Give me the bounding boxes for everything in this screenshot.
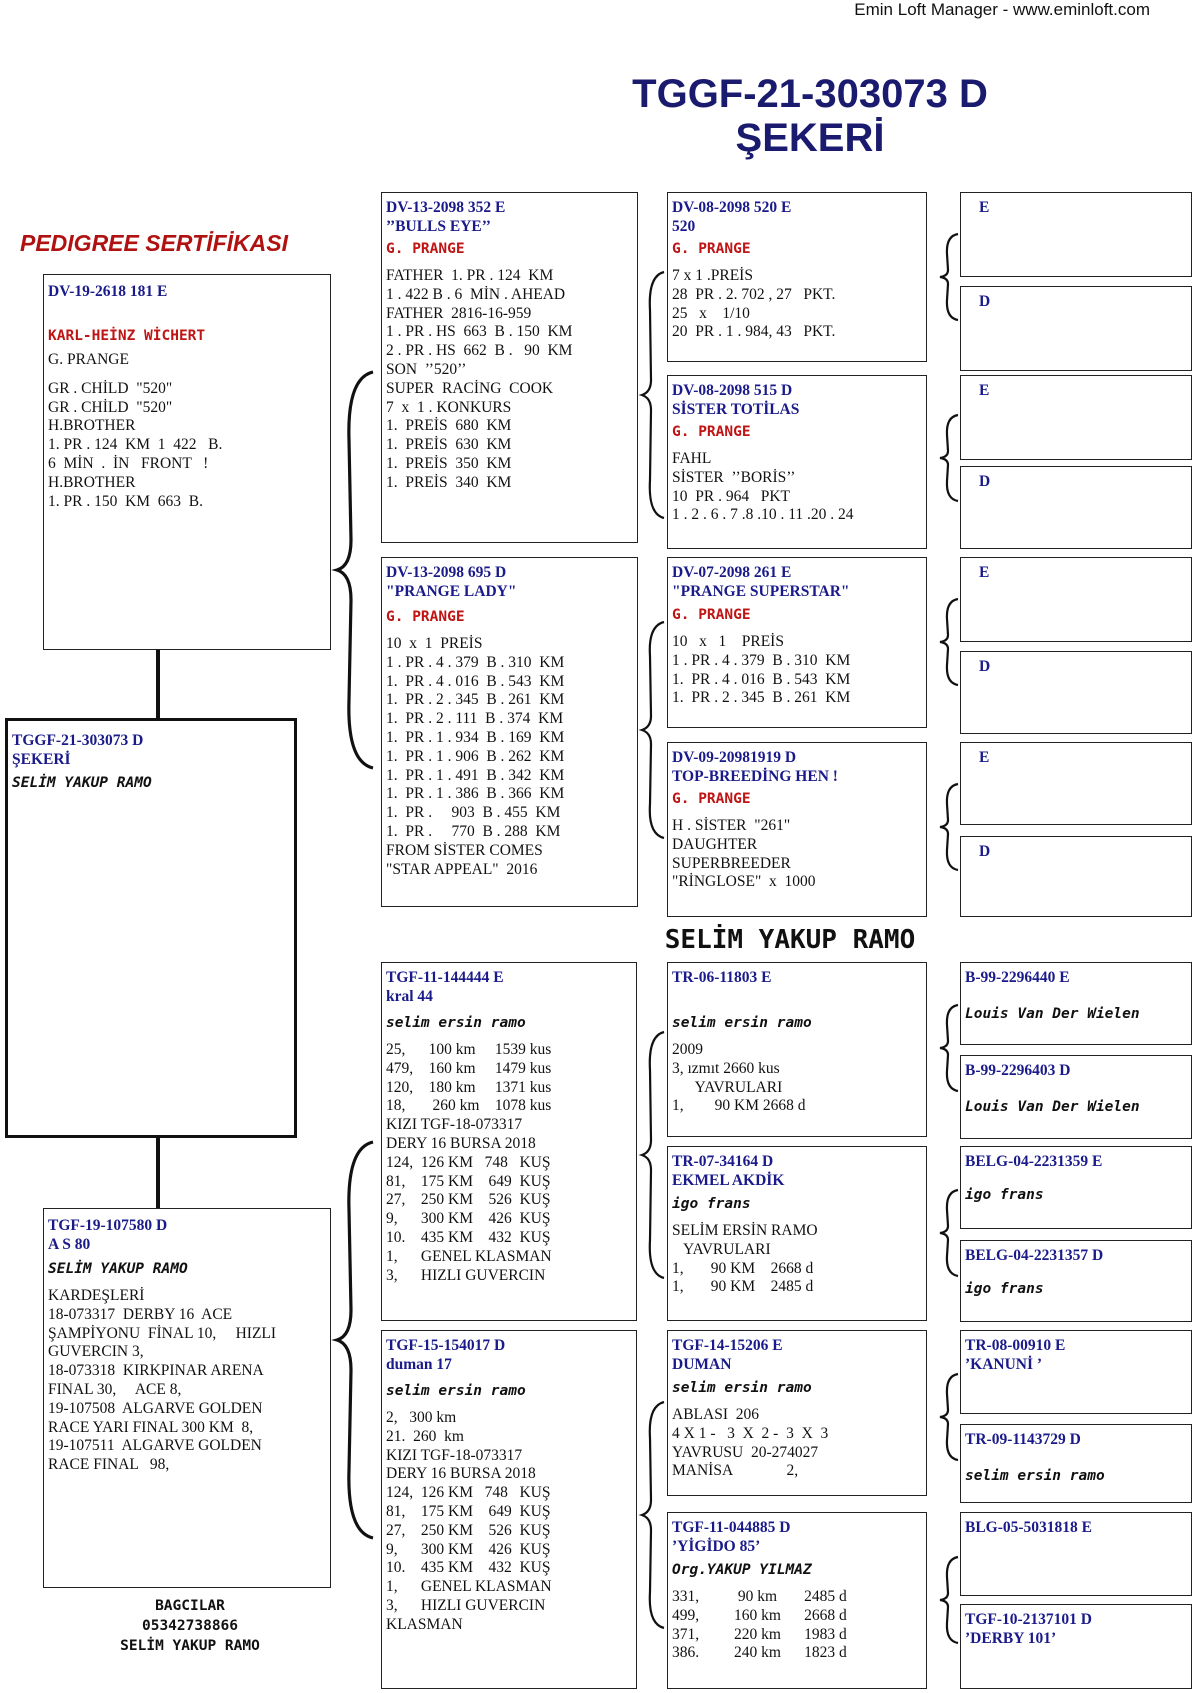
g4-card-15: BLG-05-5031818 E (960, 1512, 1192, 1596)
sds-name: "PRANGE SUPERSTAR" (672, 583, 850, 600)
g4-card-4: D (960, 466, 1192, 549)
footer-line2: 05342738866 (141, 1618, 239, 1634)
g4-card-14: TR-09-1143729 D selim ersin ramo (960, 1424, 1192, 1503)
site-header: Emin Loft Manager - www.eminloft.com (854, 0, 1150, 19)
g4-card-2: D (960, 286, 1192, 371)
dss-notes: 2009 3, ızmıt 2660 kus YAVRULARI 1, 90 KM 2668 d (672, 1041, 806, 1115)
g4-card-7: E (960, 742, 1192, 825)
sds-notes: 10 x 1 PREİS 1 . PR . 4 . 379 B . 310 KM 1. PR . 4 . 016 B . 543 KM 1. PR . 2 . 345 B . 261 KM (672, 633, 851, 707)
ssd-name: SİSTER TOTİLAS (672, 401, 800, 418)
connector-sire (156, 650, 160, 720)
dsd-name: EKMEL AKDİK (672, 1172, 785, 1189)
dd-notes: 2, 300 km 21. 260 km KIZI TGF-18-073317 DERY 16 BURSA 2018 124, 126 KM 748 KUŞ 81, 175 KM 649 KUŞ 27, 250 KM 526 KUŞ 9, 300 KM 426 KUŞ 10. 435 KM 432 KUŞ 1, GENEL KLASMAN 3, HIZLI GUVERCIN KLASMAN (386, 1409, 552, 1633)
connector-dam (156, 1138, 160, 1210)
brace-dds (938, 1372, 960, 1462)
sds-owner: G. PRANGE (672, 607, 751, 623)
sdd-notes: H . SİSTER "261" DAUGHTER SUPERBREEDER "RİNGLOSE" x 1000 (672, 817, 816, 891)
subject-ring: TGGF-21-303073 D (12, 732, 144, 749)
ss-card (381, 192, 638, 543)
sire-notes: GR . CHİLD "520" GR . CHİLD "520" H.BROTHER 1. PR . 124 KM 1 422 B. 6 MİN . İN FRONT ! H.BROTHER 1. PR . 150 KM 663 B. (48, 379, 223, 510)
g4-card-16: TGF-10-2137101 D ’DERBY 101’ (960, 1604, 1192, 1689)
subject-owner: SELİM YAKUP RAMO (12, 775, 152, 791)
brace-sds (938, 597, 960, 687)
page-title-ring: TGGF-21-303073 D (632, 72, 988, 116)
dd-name: duman 17 (386, 1356, 452, 1373)
ssd-notes: FAHL SİSTER ’’BORİS’’ 10 PR . 964 PKT 1 . 2 . 6 . 7 .8 .10 . 11 .20 . 24 (672, 450, 854, 524)
dsd-notes: SELİM ERSİN RAMO YAVRULARI 1, 90 KM 2668 d 1, 90 KM 2485 d (672, 1222, 818, 1296)
g4-card-6: D (960, 651, 1192, 734)
g4-card-11: BELG-04-2231359 E igo frans (960, 1146, 1192, 1229)
brace-sdd (938, 782, 960, 872)
brace-dsd (938, 1188, 960, 1278)
sire-card (43, 274, 331, 650)
sss-card (667, 192, 927, 362)
g4-card-9: B-99-2296440 E Louis Van Der Wielen (960, 962, 1192, 1045)
sss-ring: DV-08-2098 520 E (672, 199, 792, 216)
page-title-name: ŞEKERİ (735, 116, 885, 160)
dd-card (381, 1330, 637, 1689)
brace-dd (640, 1400, 666, 1630)
brace-sss (938, 232, 960, 322)
sd-ring: DV-13-2098 695 D (386, 564, 507, 581)
ss-name: ’’BULLS EYE’’ (386, 218, 491, 235)
ds-notes: 25, 100 km 1539 kus 479, 160 km 1479 kus 120, 180 km 1371 kus 18, 260 km 1078 kus KIZI TGF-18-073317 DERY 16 BURSA 2018 124, 126 KM 748 KUŞ 81, 175 KM 649 KUŞ 27, 250 KM 526 KUŞ 9, 300 KM 426 KUŞ 10. 435 KM 432 KUŞ 1, GENEL KLASMAN 3, HIZLI GUVERCIN (386, 1041, 552, 1284)
sire-ring: DV-19-2618 181 E (48, 283, 168, 300)
brace-dam (335, 1140, 375, 1540)
sdd-owner: G. PRANGE (672, 791, 751, 807)
footer-line1: BAGCILAR (155, 1598, 225, 1614)
certificate-title: PEDIGREE SERTİFİKASI (20, 230, 288, 256)
sd-name: "PRANGE LADY" (386, 583, 517, 600)
ds-owner: selim ersin ramo (386, 1015, 526, 1031)
footer-line3: SELİM YAKUP RAMO (120, 1638, 260, 1654)
sds-card (667, 557, 927, 728)
ssd-owner: G. PRANGE (672, 424, 751, 440)
sss-name: 520 (672, 218, 696, 235)
ss-notes: FATHER 1. PR . 124 KM 1 . 422 B . 6 MİN . AHEAD FATHER 2816-16-959 1 . PR . HS 663 B . 150 KM 2 . PR . HS 662 B . 90 KM SON ’’520’’ SUPER RACİNG COOK 7 x 1 . KONKURS 1. PREİS 680 KM 1. PREİS 630 KM 1. PREİS 350 KM 1. PREİS 340 KM (386, 267, 573, 491)
sd-notes: 10 x 1 PREİS 1 . PR . 4 . 379 B . 310 KM 1. PR . 4 . 016 B . 543 KM 1. PR . 2 . 345 B . 261 KM 1. PR . 2 . 111 B . 374 KM 1. PR . 1 . 934 B . 169 KM 1. PR . 1 . 906 B . 262 KM 1. PR . 1 . 491 B . 342 KM 1. PR . 1 . 386 B . 366 KM 1. PR . 903 B . 455 KM 1. PR . 770 B . 288 KM FROM SİSTER COMES "STAR APPEAL" 2016 (386, 635, 565, 878)
sd-owner: G. PRANGE (386, 609, 465, 625)
ddd-card (667, 1512, 927, 1689)
g4-card-12: BELG-04-2231357 D igo frans (960, 1240, 1192, 1322)
dsd-card (667, 1146, 927, 1321)
dam-notes: KARDEŞLERİ 18-073317 DERBY 16 ACE ŞAMPİYONU FİNAL 10, HIZLI GUVERCIN 3, 18-073318 KIRKPINAR ARENA FINAL 30, ACE 8, 19-107508 ALGARVE GOLDEN RACE YARI FINAL 300 KM 8, 19-107511 ALGARVE GOLDEN RACE FINAL 98, (48, 1287, 277, 1474)
ddd-ring: TGF-11-044885 D (672, 1519, 791, 1536)
subject-card (5, 718, 297, 1138)
sd-card (381, 557, 638, 907)
sire-breeder: KARL-HEİNZ WİCHERT (48, 328, 206, 344)
dam-card (43, 1208, 331, 1588)
dds-name: DUMAN (672, 1356, 732, 1373)
g4-card-3: E (960, 375, 1192, 460)
dds-card (667, 1330, 927, 1496)
sire-owner: G. PRANGE (48, 351, 129, 368)
sdd-ring: DV-09-20981919 D (672, 749, 797, 766)
dd-ring: TGF-15-154017 D (386, 1337, 506, 1354)
brace-ssd (938, 413, 960, 503)
ddd-name: ’YİGİDO 85’ (672, 1538, 761, 1555)
dam-ring: TGF-19-107580 D (48, 1217, 168, 1234)
ds-card (381, 962, 637, 1321)
ss-ring: DV-13-2098 352 E (386, 199, 506, 216)
g4-card-1: E (960, 192, 1192, 277)
g4-card-13: TR-08-00910 E ’KANUNİ ’ (960, 1330, 1192, 1414)
dss-owner: selim ersin ramo (672, 1015, 812, 1031)
sdd-name: TOP-BREEDİNG HEN ! (672, 768, 838, 785)
dss-ring: TR-06-11803 E (672, 969, 772, 986)
ss-owner: G. PRANGE (386, 241, 465, 257)
ddd-owner: Org.YAKUP YILMAZ (672, 1562, 812, 1578)
sss-notes: 7 x 1 .PREİS 28 PR . 2. 702 , 27 PKT. 25 x 1/10 20 PR . 1 . 984, 43 PKT. (672, 267, 836, 341)
subject-name: ŞEKERİ (12, 751, 71, 768)
brace-ds (640, 1030, 666, 1280)
sss-owner: G. PRANGE (672, 241, 751, 257)
brace-sire (335, 370, 375, 770)
g4-card-10: B-99-2296403 D Louis Van Der Wielen (960, 1055, 1192, 1139)
ddd-notes: 331, 90 km 2485 d 499, 160 km 2668 d 371, 220 km 1983 d 386. 240 km 1823 d (672, 1588, 847, 1662)
owner-banner: SELİM YAKUP RAMO (664, 925, 916, 955)
brace-ddd (938, 1555, 960, 1645)
brace-sd (640, 620, 666, 840)
sdd-card (667, 742, 927, 917)
ds-ring: TGF-11-144444 E (386, 969, 504, 986)
g4-card-8: D (960, 836, 1192, 917)
dds-owner: selim ersin ramo (672, 1380, 812, 1396)
dsd-ring: TR-07-34164 D (672, 1153, 774, 1170)
ssd-card (667, 375, 927, 549)
dam-owner: SELİM YAKUP RAMO (48, 1261, 188, 1277)
dds-notes: ABLASI 206 4 X 1 - 3 X 2 - 3 X 3 YAVRUSU 20-274027 MANİSA 2, (672, 1406, 829, 1480)
dd-owner: selim ersin ramo (386, 1383, 526, 1399)
breeder-footer (40, 1596, 340, 1656)
ds-name: kral 44 (386, 988, 433, 1005)
dss-card (667, 962, 927, 1137)
dds-ring: TGF-14-15206 E (672, 1337, 783, 1354)
ssd-ring: DV-08-2098 515 D (672, 382, 793, 399)
brace-dss (938, 1003, 960, 1093)
dsd-owner: igo frans (672, 1196, 751, 1212)
dam-name: A S 80 (48, 1236, 91, 1253)
brace-ss (640, 270, 666, 520)
sds-ring: DV-07-2098 261 E (672, 564, 792, 581)
g4-card-5: E (960, 557, 1192, 642)
